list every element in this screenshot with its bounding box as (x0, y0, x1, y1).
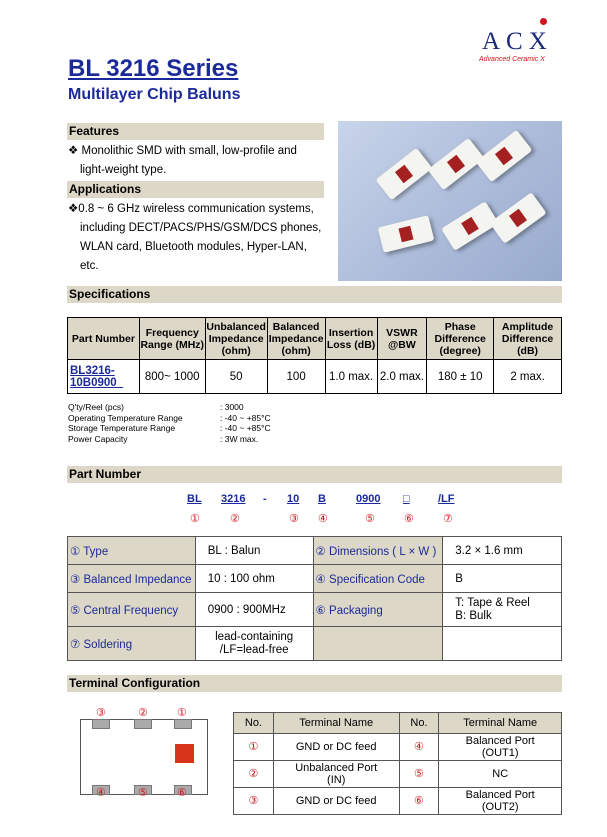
header-cell: Balanced Impedance (ohm) (267, 318, 325, 360)
header-cell: No. (399, 713, 439, 734)
product-photo (338, 121, 562, 281)
terminal-no: ④ (399, 734, 439, 761)
pn-value: BL : Balun (195, 537, 313, 565)
spec-extra-value: : 3W max. (220, 433, 259, 444)
table-row (68, 537, 562, 565)
applications-line: etc. (80, 260, 99, 272)
terminal-name: GND or DC feed (273, 788, 399, 815)
applications-text (68, 200, 321, 276)
pn-value: 10 : 100 ohm (195, 565, 313, 593)
code-index: ① (190, 513, 200, 525)
header-cell: No. (234, 713, 274, 734)
terminal-pad (134, 719, 152, 729)
terminal-pad (92, 719, 110, 729)
spec-extra-label: Q'ty/Reel (pcs) (68, 402, 124, 412)
code-segment: /LF (438, 493, 455, 505)
terminal-name: GND or DC feed (273, 734, 399, 761)
page-title: BL 3216 Series (68, 55, 239, 82)
terminal-no: ② (234, 761, 274, 788)
page-subtitle: Multilayer Chip Baluns (68, 86, 241, 103)
header-cell: Insertion Loss (dB) (325, 318, 377, 360)
code-segment: □ (403, 493, 410, 505)
table-header-row (234, 713, 562, 734)
header-cell: Unbalanced Impedance (ohm) (205, 318, 267, 360)
pn-label: ⑦ Soldering (68, 627, 196, 661)
spec-extra-list (68, 402, 271, 444)
terminal-number: ③ (96, 707, 106, 719)
features-line: light-weight type. (80, 164, 167, 176)
terminal-name: Balanced Port (OUT2) (439, 788, 562, 815)
pn-value: lead-containing /LF=lead-free (195, 627, 313, 661)
pn-label: ① Type (68, 537, 196, 565)
logo-dot (540, 18, 547, 25)
terminal-name: Unbalanced Port (IN) (273, 761, 399, 788)
code-index: ② (230, 513, 240, 525)
terminal-number: ② (138, 707, 148, 719)
pn-label: ⑥ Packaging (313, 593, 443, 627)
specifications-table (67, 317, 562, 394)
pn-label: ⑤ Central Frequency (68, 593, 196, 627)
terminal-name: Balanced Port (OUT1) (439, 734, 562, 761)
table-cell: 180 ± 10 (427, 360, 494, 394)
spec-extra-value: : -40 ~ +85°C (220, 423, 271, 433)
header-cell: Amplitude Difference (dB) (494, 318, 562, 360)
terminal-heading: Terminal Configuration (67, 675, 562, 692)
part-number-heading: Part Number (67, 466, 562, 483)
spec-extra-value: : 3000 (220, 402, 244, 412)
code-segment: 10 (287, 493, 300, 505)
pn-value: 3.2 × 1.6 mm (443, 537, 562, 565)
code-index: ⑤ (365, 513, 375, 525)
table-cell: 2.0 max. (377, 360, 427, 394)
code-segment: B (318, 493, 326, 505)
features-text (68, 142, 297, 180)
table-row (68, 593, 562, 627)
code-index: ④ (318, 513, 328, 525)
features-line: ❖ Monolithic SMD with small, low-profile and (68, 145, 297, 157)
company-logo: ACX (482, 28, 553, 55)
table-cell: 1.0 max. (325, 360, 377, 394)
code-index: ⑦ (443, 513, 453, 525)
spec-extra-value: : -40 ~ +85°C (220, 412, 271, 423)
table-row (68, 627, 562, 661)
table-row (234, 761, 562, 788)
applications-line: WLAN card, Bluetooth modules, Hyper-LAN, (80, 241, 307, 253)
part-number-code (0, 493, 607, 507)
code-segment: 3216 (221, 493, 246, 505)
part-number-table (67, 536, 562, 661)
code-segment: 0900 (356, 493, 381, 505)
terminal-number: ④ (96, 787, 106, 799)
table-row (234, 734, 562, 761)
header-cell: Phase Difference (degree) (427, 318, 494, 360)
terminal-number: ① (177, 707, 187, 719)
table-row (234, 788, 562, 815)
pn-value: B (443, 565, 562, 593)
orientation-mark (175, 744, 194, 763)
terminal-number: ⑤ (138, 787, 148, 799)
table-cell: 50 (205, 360, 267, 394)
applications-heading: Applications (67, 181, 324, 198)
pn-value: 0900 : 900MHz (195, 593, 313, 627)
code-segment: BL (187, 493, 202, 505)
features-heading: Features (67, 123, 324, 140)
code-segment: - (263, 493, 267, 505)
terminal-name: NC (439, 761, 562, 788)
pn-label: ② Dimensions ( L × W ) (313, 537, 443, 565)
table-cell: 100 (267, 360, 325, 394)
terminal-no: ③ (234, 788, 274, 815)
terminal-number: ⑥ (177, 787, 187, 799)
pn-value: T: Tape & Reel B: Bulk (443, 593, 562, 627)
pn-label: ③ Balanced Impedance (68, 565, 196, 593)
pn-label: ④ Specification Code (313, 565, 443, 593)
header-cell: Terminal Name (273, 713, 399, 734)
terminal-pad (174, 719, 192, 729)
pn-value (443, 627, 562, 661)
spec-extra-label: Storage Temperature Range (68, 423, 176, 433)
terminal-table (233, 712, 562, 815)
spec-extra-label: Operating Temperature Range (68, 412, 183, 423)
header-cell: VSWR @BW (377, 318, 427, 360)
terminal-no: ⑥ (399, 788, 439, 815)
header-cell: Terminal Name (439, 713, 562, 734)
table-header-row (68, 318, 562, 360)
part-number-cell: BL3216-10B0900_ (68, 360, 140, 394)
terminal-no: ① (234, 734, 274, 761)
chip-diagram (80, 719, 208, 795)
specifications-heading: Specifications (67, 286, 562, 303)
table-cell: 800~ 1000 (139, 360, 205, 394)
part-number-indices (0, 512, 607, 526)
header-cell: Part Number (68, 318, 140, 360)
table-row (68, 565, 562, 593)
logo-subtitle: Advanced Ceramic X (479, 56, 545, 63)
applications-line: ❖0.8 ~ 6 GHz wireless communication systems, (68, 203, 314, 215)
spec-extra-label: Power Capacity (68, 433, 128, 444)
code-index: ③ (289, 513, 299, 525)
code-index: ⑥ (404, 513, 414, 525)
terminal-no: ⑤ (399, 761, 439, 788)
pn-label (313, 627, 443, 661)
table-cell: 2 max. (494, 360, 562, 394)
header-cell: Frequency Range (MHz) (139, 318, 205, 360)
applications-line: including DECT/PACS/PHS/GSM/DCS phones, (80, 222, 322, 234)
table-row (68, 360, 562, 394)
